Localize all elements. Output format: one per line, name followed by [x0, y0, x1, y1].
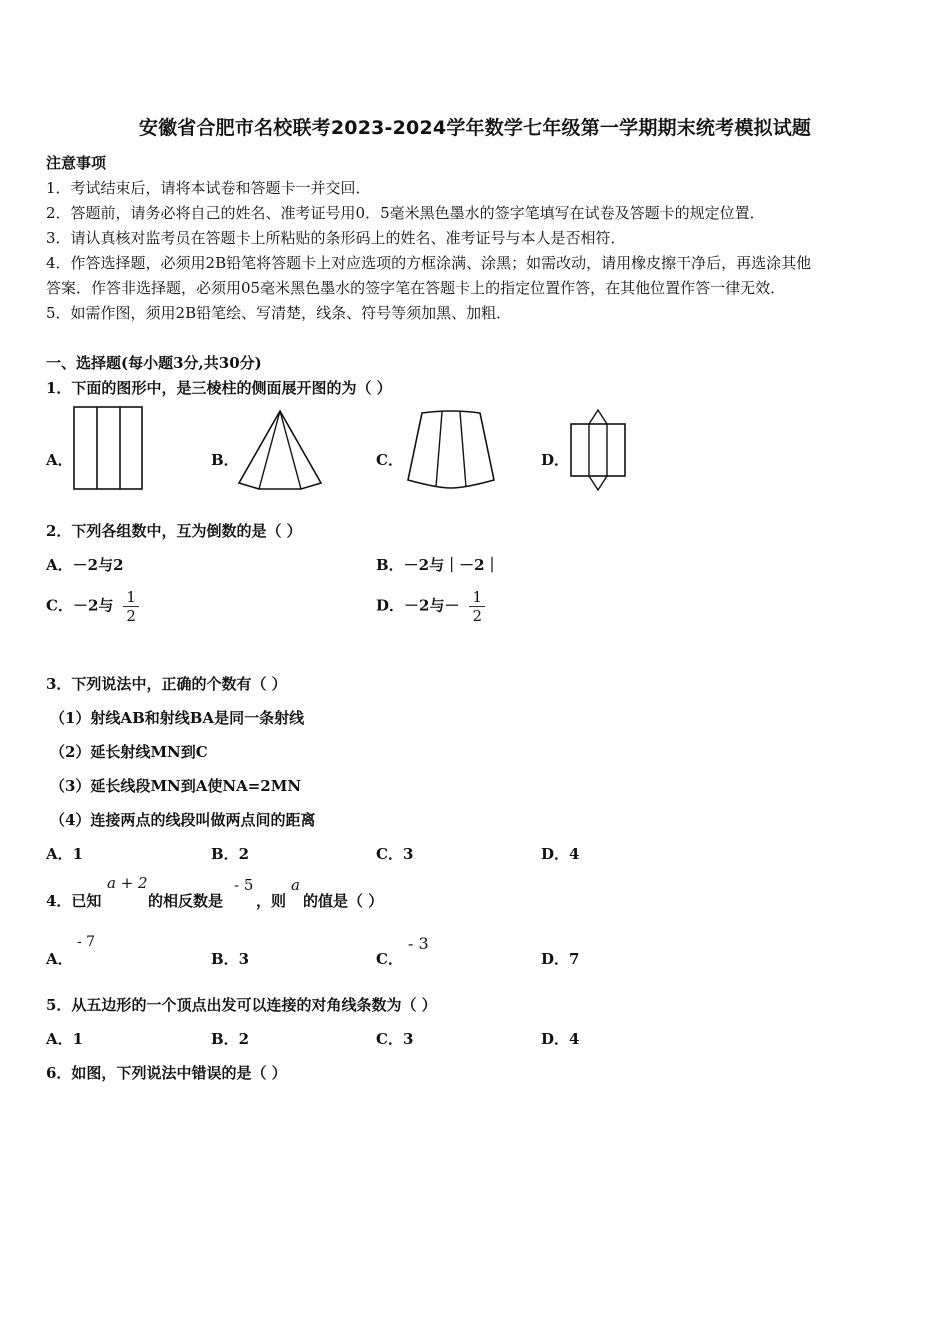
- q1-option-d: D．: [541, 451, 570, 469]
- q4-mid-text: 的相反数是: [148, 892, 224, 910]
- q5-option-c: C．3: [376, 1030, 414, 1048]
- question-1-stem: 1．下面的图形中，是三棱柱的侧面展开图的为（ ）: [46, 379, 392, 397]
- q3-statement: （3）延长线段MN到A使NA=2MN: [50, 777, 302, 795]
- q4-mid-text-2: ，则: [256, 892, 287, 910]
- q2-option-d: [376, 588, 485, 625]
- q4-option-c: C．: [376, 950, 403, 968]
- q1-option-b: B．: [211, 451, 239, 469]
- q4-expr-a-plus-2: a + 2: [107, 874, 148, 892]
- q2-option-d-label: D．－2与－: [376, 596, 460, 615]
- q1-option-a: A．: [46, 451, 73, 469]
- q4-option-a: A．: [46, 950, 73, 968]
- q1-option-c: C．: [376, 451, 403, 469]
- notice-item: 4．作答选择题，必须用2B铅笔将答题卡上对应选项的方框涂满、涂黑；如需改动，请用橡皮擦干净后，再选涂其他: [46, 254, 812, 272]
- q5-option-a: A．1: [46, 1030, 84, 1048]
- question-2-stem: 2．下列各组数中，互为倒数的是（ ）: [46, 522, 302, 540]
- exam-title: 安徽省合肥市名校联考2023-2024学年数学七年级第一学期期末统考模拟试题: [138, 117, 812, 139]
- notice-item: 5．如需作图，须用2B铅笔绘、写清楚，线条、符号等须加黑、加粗．: [46, 304, 512, 322]
- q4-suffix: 的值是（ ）: [303, 892, 384, 910]
- q1-figure-d: [568, 408, 628, 492]
- q2-option-c: [46, 588, 139, 625]
- q3-statement: （4）连接两点的线段叫做两点间的距离: [50, 811, 316, 829]
- section-heading: 一、选择题(每小题3分,共30分): [46, 354, 262, 372]
- q4-prefix: 4．已知: [46, 892, 102, 910]
- q4-option-b: B．3: [211, 950, 250, 968]
- question-6-stem: 6．如图，下列说法中错误的是（ ）: [46, 1064, 287, 1082]
- q1-figure-a: [72, 405, 146, 491]
- q5-option-d: D．4: [541, 1030, 580, 1048]
- notice-item: 答案．作答非选择题，必须用05毫米黑色墨水的签字笔在答题卡上的指定位置作答，在其他位置作答一律无效．: [46, 279, 786, 297]
- q3-statement: （1）射线AB和射线BA是同一条射线: [50, 709, 305, 727]
- q3-option-b: B．2: [211, 845, 250, 863]
- q4-expr-a: a: [291, 876, 300, 894]
- q3-option-d: D．4: [541, 845, 580, 863]
- fraction-half: $\frac{1}{2}$: [123, 588, 139, 625]
- q2-option-c-label: C．－2与: [46, 596, 114, 615]
- notice-item: 2．答题前，请务必将自己的姓名、准考证号用0．5毫米黑色墨水的签字笔填写在试卷及答题卡的规定位置．: [46, 204, 765, 222]
- notice-item: 3．请认真核对监考员在答题卡上所粘贴的条形码上的姓名、准考证号与本人是否相符．: [46, 229, 626, 247]
- question-5-stem: 5．从五边形的一个顶点出发可以连接的对角线条数为（ ）: [46, 996, 437, 1014]
- q3-option-a: A．1: [46, 845, 84, 863]
- q4-option-a-value: - 7: [77, 934, 96, 950]
- q1-figure-b: [236, 408, 324, 492]
- q2-option-b: B．－2与｜－2｜: [376, 556, 500, 574]
- q4-option-c-value: - 3: [408, 934, 429, 953]
- q1-figure-c: [404, 410, 498, 490]
- fraction-half: $\frac{1}{2}$: [469, 588, 485, 625]
- q2-option-a: A．－2与2: [46, 556, 124, 574]
- q4-expr-minus-5: - 5: [234, 876, 254, 894]
- q4-option-d: D．7: [541, 950, 580, 968]
- notice-item: 1．考试结束后，请将本试卷和答题卡一并交回．: [46, 179, 371, 197]
- q3-statement: （2）延长射线MN到C: [50, 743, 208, 761]
- question-3-stem: 3．下列说法中，正确的个数有（ ）: [46, 675, 287, 693]
- notice-heading: 注意事项: [46, 154, 107, 172]
- q5-option-b: B．2: [211, 1030, 250, 1048]
- q3-option-c: C．3: [376, 845, 414, 863]
